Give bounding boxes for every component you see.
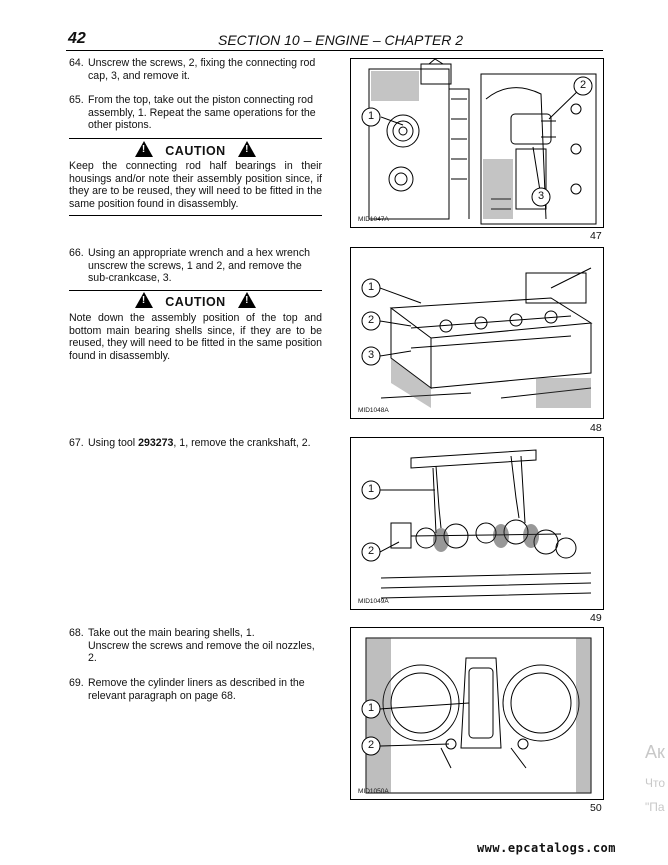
figure-number: 50 <box>590 802 602 814</box>
figure-code: MID1048A <box>358 407 389 414</box>
figure-code: MID1050A <box>358 788 389 795</box>
figure-47 <box>350 58 604 228</box>
engine-illustration <box>351 628 603 799</box>
engine-illustration <box>351 438 603 609</box>
step-text: Using tool 293273, 1, remove the crankshaft, 2. <box>88 437 311 449</box>
step-number: 67. <box>69 437 84 449</box>
figure-50 <box>350 627 604 800</box>
figure-48 <box>350 247 604 419</box>
step-64 <box>69 57 325 85</box>
caution-rule-top <box>69 138 322 139</box>
callout-1: 1 <box>368 702 375 714</box>
step-67 <box>69 437 339 451</box>
website-footer[interactable]: www.epcatalogs.com <box>476 841 616 855</box>
header-divider <box>66 50 603 51</box>
caution-label: CAUTION <box>165 295 226 309</box>
figure-code: MID1047A <box>358 216 389 223</box>
warning-icon <box>135 141 153 157</box>
caution-text: Keep the connecting rod half bearings in their housings and/or note their assembly position since, if they are to be reused, they will need to be fitted in the same position found in disassembly. <box>69 160 322 210</box>
step-number: 68. <box>69 627 84 639</box>
callout-1: 1 <box>368 281 375 293</box>
caution-rule-top <box>69 290 322 291</box>
figure-number: 47 <box>590 230 602 242</box>
figure-number: 48 <box>590 422 602 434</box>
warning-icon <box>238 141 256 157</box>
engine-illustration <box>351 59 603 227</box>
callout-2: 2 <box>580 79 587 91</box>
callout-2: 2 <box>368 314 375 326</box>
caution-heading <box>69 141 322 160</box>
engine-illustration <box>351 248 603 418</box>
step-text: Take out the main bearing shells, 1. Unscrew the screws and remove the oil nozzles, 2. <box>88 627 315 665</box>
figure-code: MID1049A <box>358 598 389 605</box>
page-number: 42 <box>68 30 86 47</box>
step-number: 64. <box>69 57 84 69</box>
figure-number: 49 <box>590 612 602 624</box>
warning-icon <box>135 292 153 308</box>
callout-3: 3 <box>538 190 545 202</box>
overlay-text: Что <box>645 776 666 790</box>
callout-1: 1 <box>368 483 375 495</box>
section-title: SECTION 10 – ENGINE – CHAPTER 2 <box>218 32 464 48</box>
step-text: Using an appropriate wrench and a hex wrench unscrew the screws, 1 and 2, and remove the sub-crankcase, 3. <box>88 247 311 285</box>
step-number: 66. <box>69 247 84 259</box>
step-text: Unscrew the screws, 2, fixing the connecting rod cap, 3, and remove it. <box>88 57 316 82</box>
callout-1: 1 <box>368 110 375 122</box>
caution-heading <box>69 292 322 311</box>
tool-number: 293273 <box>138 437 174 449</box>
caution-text: Note down the assembly position of the top and bottom main bearing shells since, if they are to be reused, they will need to be fitted in the same position found in disassembly. <box>69 312 322 362</box>
overlay-text: "Па <box>645 800 665 814</box>
step-number: 65. <box>69 94 84 106</box>
step-65 <box>69 94 325 134</box>
callout-2: 2 <box>368 545 375 557</box>
step-69 <box>69 677 325 705</box>
callout-3: 3 <box>368 349 375 361</box>
caution-label: CAUTION <box>165 144 226 158</box>
overlay-text: Ак <box>645 742 665 762</box>
callout-2: 2 <box>368 739 375 751</box>
step-text: From the top, take out the piston connecting rod assembly, 1. Repeat the same operations for the other pistons. <box>88 94 316 132</box>
step-68 <box>69 627 325 667</box>
step-66 <box>69 247 325 287</box>
step-text: Remove the cylinder liners as described in the relevant paragraph on page 68. <box>88 677 305 702</box>
warning-icon <box>238 292 256 308</box>
figure-49 <box>350 437 604 610</box>
caution-rule-bottom <box>69 215 322 216</box>
step-number: 69. <box>69 677 84 689</box>
